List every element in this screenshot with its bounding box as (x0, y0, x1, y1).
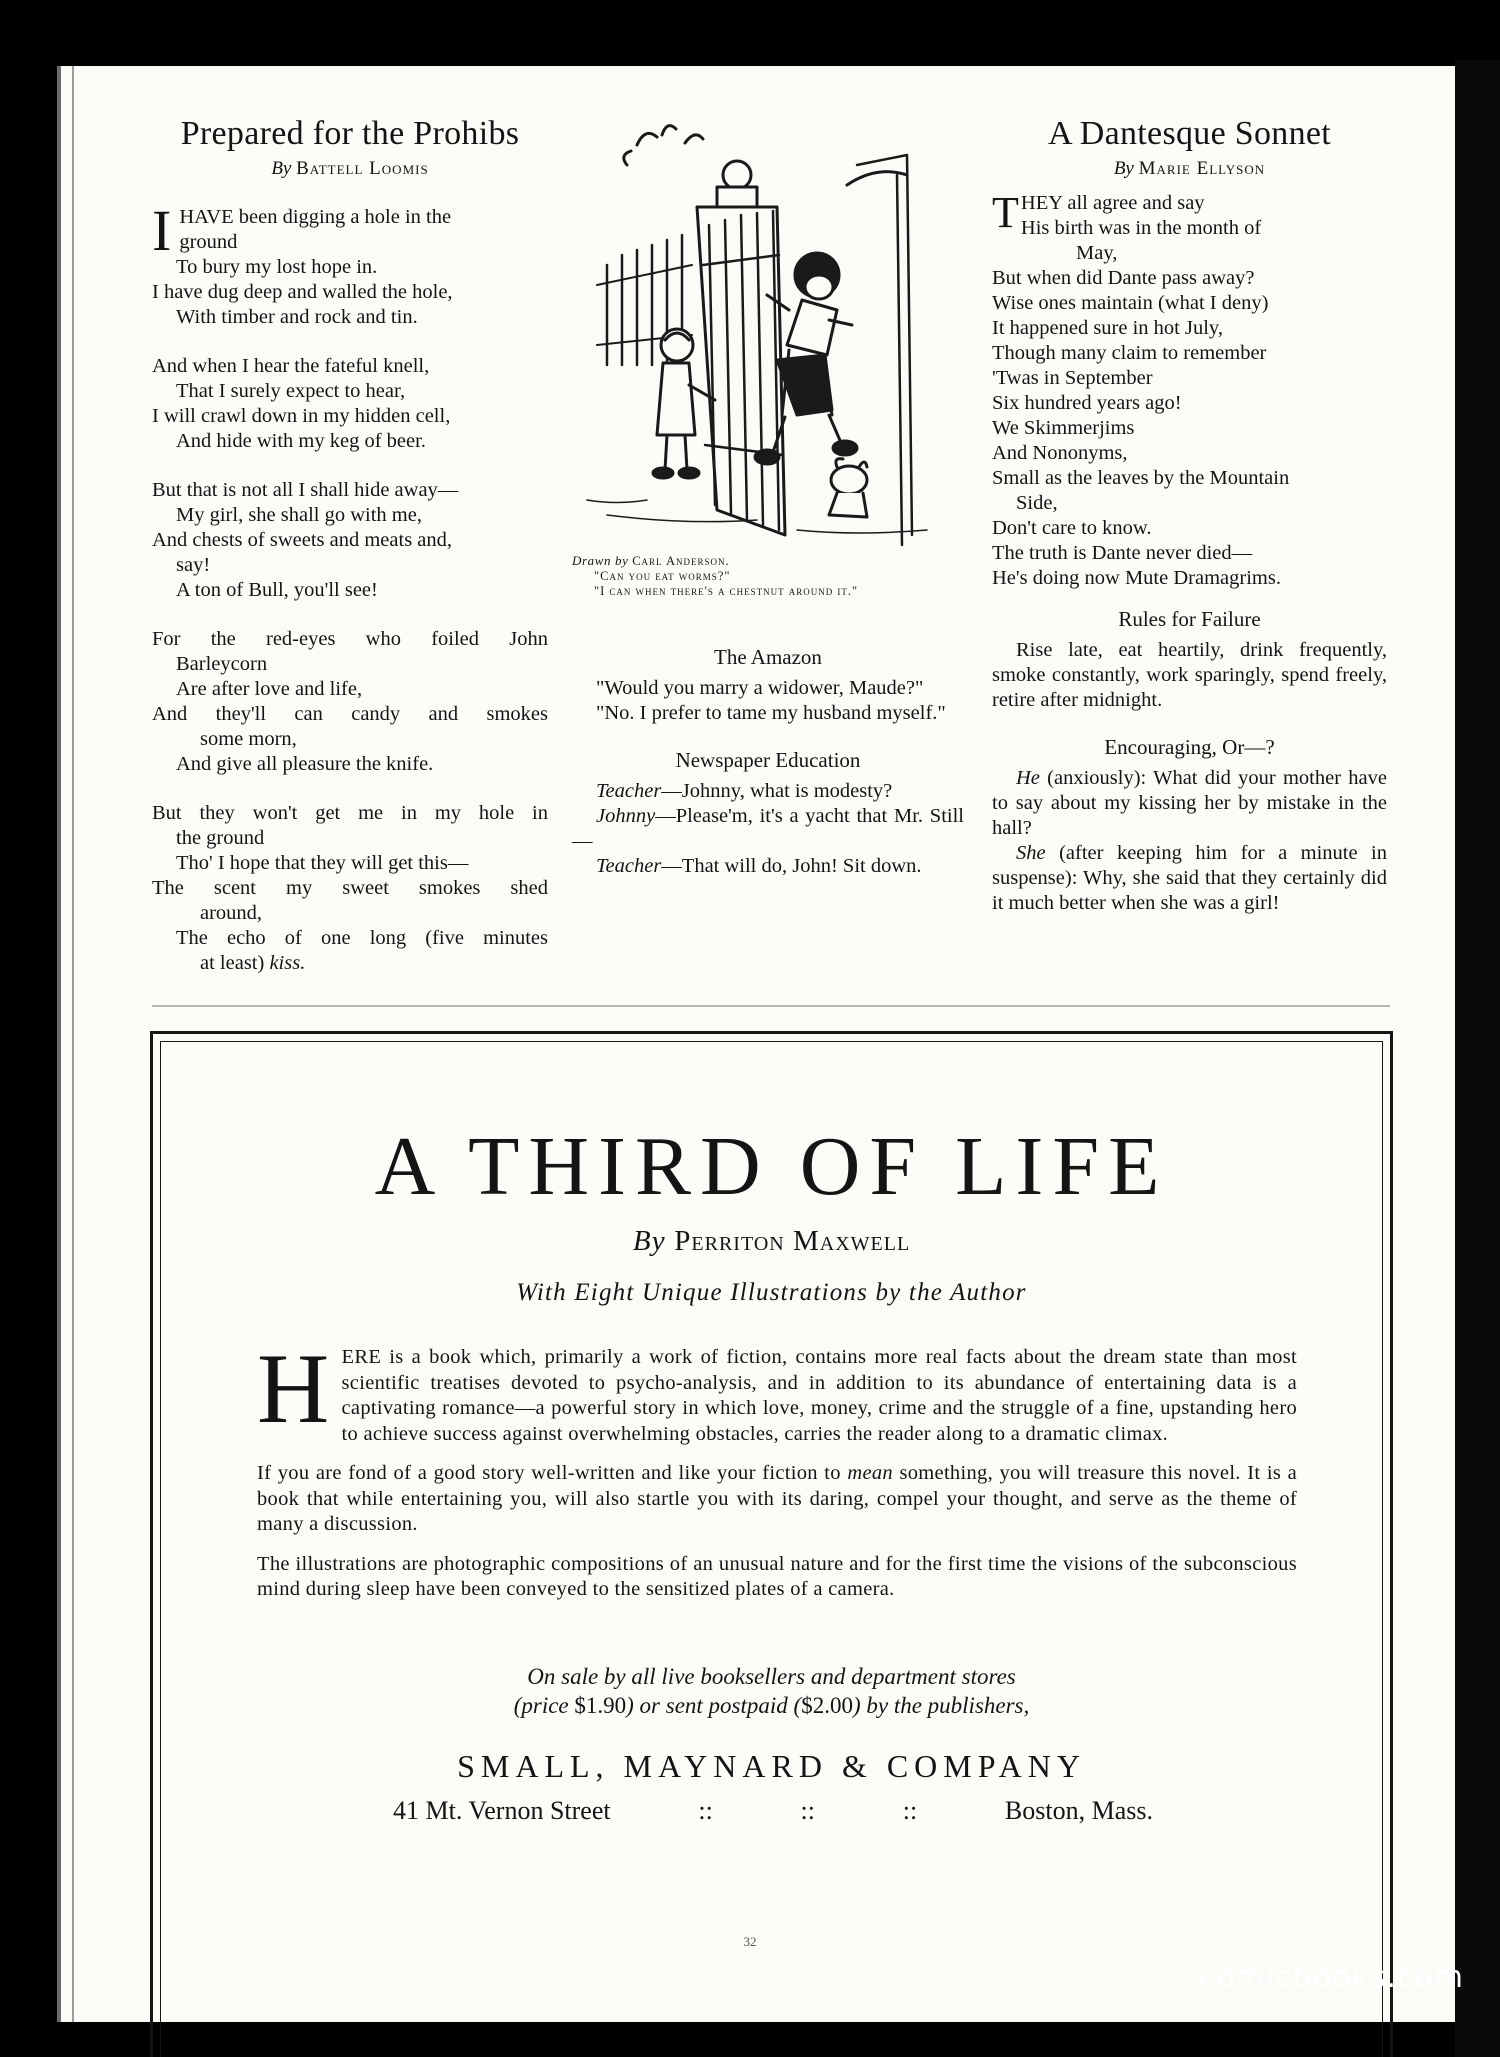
poem-line: HAVE been digging a hole in the (179, 206, 452, 228)
poem-line-last (152, 951, 548, 976)
rules-heading: Rules for Failure (1118, 607, 1261, 631)
poem-line: May, (1076, 242, 1118, 264)
stanza-3 (152, 478, 548, 603)
amazon-paragraph-1: "Would you marry a widower, Maude?" (596, 677, 924, 699)
poem-line: some morn, (200, 728, 297, 750)
caption-drawn-by: Drawn by (572, 553, 629, 568)
poem-line: Are after love and life, (176, 678, 363, 700)
poem-line: But they won't get me in my hole in (152, 802, 548, 824)
ad-emphasis-mean: mean (847, 1462, 893, 1484)
poem-line: And hide with my keg of beer. (176, 430, 426, 452)
poem-line: And chests of sweets and meats and, (152, 529, 453, 551)
ad-price: $1.90 (574, 1693, 627, 1718)
encouraging-heading: Encouraging, Or—? (1104, 735, 1275, 759)
poem-a-dantesque-sonnet (992, 114, 1387, 916)
poem-line: That I surely expect to hear, (176, 380, 406, 402)
ad-body (257, 1333, 1297, 1617)
poem-line: ground (179, 231, 238, 253)
foliage-strokes (624, 126, 703, 165)
poem-line: say! (176, 554, 211, 576)
speaker-he: He (1016, 767, 1040, 789)
caption-question: "Can you eat worms?" (594, 569, 731, 583)
poem-line: HEY all agree and say (1020, 192, 1205, 214)
poem-line: And give all pleasure the knife. (176, 753, 434, 775)
ad-paragraph-text: If you are fond of a good story well-written and like your fiction to (257, 1462, 841, 1484)
poem-line: I have dug deep and walled the hole, (152, 281, 453, 303)
ad-separator: :: (902, 1796, 918, 1825)
encouraging-paragraph-1 (992, 766, 1387, 841)
dropcap: T (992, 188, 1019, 237)
cartoon-illustration (567, 115, 969, 550)
poem-line: My girl, she shall go with me, (176, 504, 422, 526)
caption-credit (572, 553, 972, 569)
dialogue: (anxiously): What did your mother have to say about my kissing her by mistake in the hall? (992, 767, 1387, 839)
poem-line: To bury my lost hope in. (176, 256, 378, 278)
poem-title: Prepared for the Prohibs (180, 115, 520, 152)
section-divider (152, 1005, 1390, 1007)
speaker-she: She (1016, 842, 1046, 864)
poem-line: Six hundred years ago! (992, 392, 1182, 414)
dialogue: (after keeping him for a minute in suspense): Why, she said that they certainly did it much better when she was a girl! (992, 842, 1388, 914)
ad-sale-text: ) or sent postpaid ( (626, 1693, 802, 1718)
stanza-1 (152, 198, 548, 330)
dialogue: —That will do, John! Sit down. (661, 855, 922, 877)
ad-paragraph-2 (257, 1461, 1297, 1538)
poem-line: And they'll can candy and smokes (152, 703, 548, 725)
poem-line: It happened sure in hot July, (992, 317, 1223, 339)
newspaper-paragraph-2 (572, 804, 964, 854)
ad-publisher: SMALL, MAYNARD & COMPANY (457, 1748, 1086, 1784)
newspaper-paragraph-1 (572, 779, 964, 804)
poem-line: And when I hear the fateful knell, (152, 355, 430, 377)
poem-line: the ground (176, 827, 265, 849)
ad-sale-info (161, 1662, 1382, 1720)
poem-line: The echo of one long (five minutes (176, 927, 548, 949)
scan-border (1455, 60, 1500, 2057)
stanza-2 (152, 354, 548, 454)
poem-line: But when did Dante pass away? (992, 267, 1255, 289)
poem-line: For the red-eyes who foiled John (152, 628, 548, 650)
poem-line: The truth is Dante never died— (992, 542, 1253, 564)
poem-line: around, (200, 902, 263, 924)
poem-byline (152, 156, 548, 181)
newspaper-paragraph-3 (572, 854, 964, 879)
poem-line: We Skimmerjims (992, 417, 1135, 439)
poem-line: He's doing now Mute Dramagrims. (992, 567, 1281, 589)
poem-line: And Nononyms, (992, 442, 1128, 464)
poem-line: Wise ones maintain (what I deny) (992, 292, 1269, 314)
poem-line: Small as the leaves by the Mountain (992, 467, 1290, 489)
caption-artist: Carl Anderson. (632, 554, 730, 568)
poem-text: at least) (200, 952, 265, 974)
gutter-line (72, 66, 74, 2022)
book-advertisement (150, 1031, 1393, 2057)
dialogue: —Please'm, it's a yacht that Mr. Still— (572, 805, 964, 852)
poem-byline (992, 156, 1387, 181)
ad-illustrations-note: With Eight Unique Illustrations by the Author (516, 1279, 1027, 1306)
poem-prepared-for-the-prohibs (152, 114, 548, 976)
watermark: comicbooks.com (1198, 1960, 1464, 1995)
rules-paragraph: Rise late, eat heartily, drink frequently, smoke constantly, work sparingly, spend freely, retire after midnight. (992, 639, 1387, 711)
amazon-paragraph-2: "No. I prefer to tame my husband myself." (596, 702, 946, 724)
poem-line: The scent my sweet smokes shed (152, 877, 548, 899)
ad-paragraph-text: something, you will treasure this novel. It is a book that while entertaining you, will also startle you with its daring, compel your thought, and serve as the theme of many a discussion. (257, 1462, 1297, 1535)
ad-author: Perriton Maxwell (674, 1225, 911, 1257)
poem-line: I will crawl down in my hidden cell, (152, 405, 451, 427)
newspaper-heading: Newspaper Education (675, 748, 861, 772)
middle-jokes (572, 627, 964, 879)
poem-line: Tho' I hope that they will get this— (176, 852, 469, 874)
ad-separator: :: (800, 1796, 815, 1825)
poem-line: 'Twas in September (992, 367, 1153, 389)
caption-answer: "I can when there's a chestnut around it." (594, 584, 859, 598)
ad-sale-line-2 (161, 1691, 1382, 1720)
poem-title: A Dantesque Sonnet (1047, 115, 1332, 152)
ad-by: By (632, 1225, 666, 1257)
ad-sale-line-1: On sale by all live booksellers and department stores (527, 1664, 1016, 1689)
ad-paragraph-1 (257, 1333, 1297, 1447)
ad-paragraph-text: ERE is a book which, primarily a work of fiction, contains more real facts about the dream state than most scientific treatises devoted to psycho-analysis, and in addition to its abundance of entertaining data is a captivating romance—a powerful story in which love, money, crime and the struggle of a fine, upstanding hero to achieve success against overwhelming obstacles, carries the reader along to a dramatic climax. (341, 1346, 1297, 1445)
ad-inner-border (160, 1041, 1383, 2057)
poem-line: His birth was in the month of (1020, 217, 1262, 239)
ad-dropcap: H (257, 1333, 330, 1444)
ad-city: Boston, Mass. (1004, 1796, 1153, 1825)
amazon-heading: The Amazon (714, 645, 822, 669)
stanza-4 (152, 627, 548, 777)
page-number: 32 (743, 1934, 757, 1949)
ad-author-line (161, 1225, 1382, 1258)
ad-book-title: A THIRD OF LIFE (374, 1120, 1169, 1213)
ad-address (393, 1796, 1153, 1826)
dropcap: I (152, 198, 172, 263)
byline-author: Marie Ellyson (1138, 158, 1266, 179)
poem-line: Side, (1016, 492, 1058, 514)
ad-postpaid-price: $2.00 (801, 1693, 853, 1718)
poem-line: Don't care to know. (992, 517, 1152, 539)
illustration-caption (572, 553, 972, 599)
byline-by: By (271, 158, 292, 179)
sonnet-lines (992, 188, 1387, 591)
poem-line: Barleycorn (176, 653, 268, 675)
speaker-johnny: Johnny (596, 805, 656, 827)
ad-sale-text: (price (513, 1693, 569, 1718)
poem-line: With timber and rock and tin. (176, 306, 418, 328)
speaker-teacher: Teacher (596, 780, 662, 802)
dialogue: —Johnny, what is modesty? (661, 780, 893, 802)
speaker-teacher: Teacher (596, 855, 662, 877)
byline-author: Battell Loomis (296, 158, 429, 179)
poem-kiss: kiss. (269, 952, 306, 974)
encouraging-paragraph-2 (992, 841, 1387, 916)
poem-line: Though many claim to remember (992, 342, 1267, 364)
byline-by: By (1113, 158, 1134, 179)
ad-street: 41 Mt. Vernon Street (393, 1796, 611, 1825)
stanza-5 (152, 801, 548, 976)
ad-paragraph-3: The illustrations are photographic compositions of an unusual nature and for the first time the visions of the subconscious mind during sleep have been conveyed to the sensitized plates of a camera. (257, 1552, 1297, 1600)
poem-line: But that is not all I shall hide away— (152, 479, 459, 501)
poem-line: A ton of Bull, you'll see! (176, 579, 378, 601)
ad-separator: :: (698, 1796, 713, 1825)
ad-sale-text: ) by the publishers, (852, 1693, 1030, 1718)
